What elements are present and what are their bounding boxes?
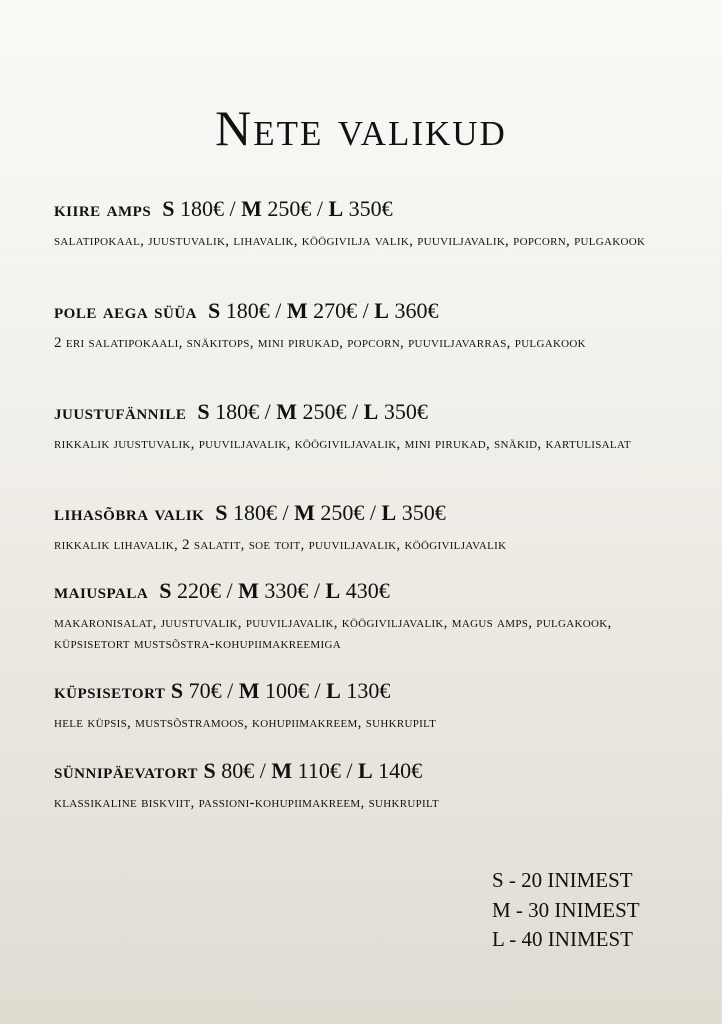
menu-item-description: rikkalik juustuvalik, puuviljavalik, köögiviljavalik, mini pirukad, snäkid, kartulisalat <box>54 436 631 452</box>
size-s-label: S <box>162 196 175 221</box>
menu-item <box>54 578 674 655</box>
size-m-label: M <box>241 196 262 221</box>
size-l-price: 350€ <box>401 500 446 525</box>
size-m-label: M <box>286 298 308 323</box>
size-m-price: 330€ <box>264 578 309 603</box>
size-s-label: S <box>159 578 172 603</box>
menu-item <box>54 500 674 556</box>
size-l-price: 360€ <box>394 298 439 323</box>
size-l-price: 430€ <box>345 578 390 603</box>
size-l-label: L <box>326 678 341 703</box>
size-m-label: M <box>276 399 297 424</box>
menu-item-name: juustufännile <box>54 399 187 424</box>
size-legend <box>492 866 640 955</box>
menu-item-heading: juustufännile S 180€ / M 250€ / L 350€ <box>54 399 428 424</box>
size-l-price: 140€ <box>378 758 423 783</box>
menu-item-description: hele küpsis, mustsõstramoos, kohupiimakreem, suhkrupilt <box>54 715 437 731</box>
size-l-label: L <box>374 298 389 323</box>
size-l-label: L <box>381 500 397 525</box>
menu-item-description: rikkalik lihavalik, 2 salatit, soe toit, puuviljavalik, köögiviljavalik <box>54 537 507 553</box>
menu-item-heading: kiire amps S 180€ / M 250€ / L 350€ <box>54 196 393 221</box>
menu-item-name: maiuspala <box>54 578 149 603</box>
menu-item <box>54 399 674 455</box>
size-l-label: L <box>328 196 344 221</box>
size-s-label: S <box>215 500 228 525</box>
size-m-label: M <box>271 758 293 783</box>
size-s-price: 220€ <box>176 578 221 603</box>
menu-item-description: klassikaline biskviit, passioni-kohupiimakreem, suhkrupilt <box>54 795 440 811</box>
menu-item-name: sünnipäevatort <box>54 758 199 783</box>
size-s-label: S <box>203 758 216 783</box>
menu-item-heading: sünnipäevatort S 80€ / M 110€ / L 140€ <box>54 758 423 783</box>
size-s-price: 180€ <box>233 500 278 525</box>
size-m-price: 270€ <box>313 298 358 323</box>
menu-item-heading: küpsisetort S 70€ / M 100€ / L 130€ <box>54 678 391 703</box>
size-m-price: 250€ <box>267 196 312 221</box>
size-s-price: 80€ <box>221 758 255 783</box>
size-m-label: M <box>238 678 260 703</box>
menu-item-heading: lihasõbra valik S 180€ / M 250€ / L 350€ <box>54 500 446 525</box>
size-l-label: L <box>357 758 373 783</box>
menu-item <box>54 678 674 734</box>
menu-item-description: salatipokaal, juustuvalik, lihavalik, köögivilja valik, puuviljavalik, popcorn, pulgakook <box>54 233 646 249</box>
size-l-price: 130€ <box>346 678 391 703</box>
page-title: Nete valikud <box>215 100 507 156</box>
menu-item <box>54 758 674 814</box>
menu-item-description: makaronisalat, juustuvalik, puuviljavalik, köögiviljavalik, magus amps, pulgakook, küpsisetort mustsõstra-kohupiimakreemiga <box>54 615 612 652</box>
size-m-price: 100€ <box>265 678 310 703</box>
menu-item-name: lihasõbra valik <box>54 500 205 525</box>
size-l-price: 350€ <box>348 196 393 221</box>
menu-item-name: pole aega süüa <box>54 298 198 323</box>
size-s-price: 180€ <box>179 196 224 221</box>
legend-l: L - 40 INIMEST <box>492 927 633 951</box>
legend-m: M - 30 INIMEST <box>492 897 640 922</box>
menu-item <box>54 298 674 354</box>
size-s-price: 180€ <box>215 399 260 424</box>
size-s-label: S <box>170 678 184 703</box>
menu-item-name: kiire amps <box>54 196 152 221</box>
size-m-price: 250€ <box>302 399 347 424</box>
menu-item-heading: pole aega süüa S 180€ / M 270€ / L 360€ <box>54 298 439 323</box>
menu-item-description: 2 eri salatipokaali, snäkitops, mini pirukad, popcorn, puuviljavarras, pulgakook <box>54 335 586 351</box>
size-l-label: L <box>363 399 379 424</box>
size-m-label: M <box>294 500 315 525</box>
menu-item-name: küpsisetort <box>54 678 166 703</box>
size-l-label: L <box>325 578 341 603</box>
size-s-label: S <box>197 399 210 424</box>
menu-item-heading: maiuspala S 220€ / M 330€ / L 430€ <box>54 578 390 603</box>
size-m-price: 110€ <box>297 758 341 783</box>
size-s-price: 180€ <box>225 298 270 323</box>
menu-item <box>54 196 674 252</box>
size-s-price: 70€ <box>188 678 222 703</box>
size-m-label: M <box>238 578 259 603</box>
size-s-label: S <box>208 298 221 323</box>
size-m-price: 250€ <box>320 500 365 525</box>
size-l-price: 350€ <box>383 399 428 424</box>
legend-s: S - 20 INIMEST <box>492 868 633 892</box>
